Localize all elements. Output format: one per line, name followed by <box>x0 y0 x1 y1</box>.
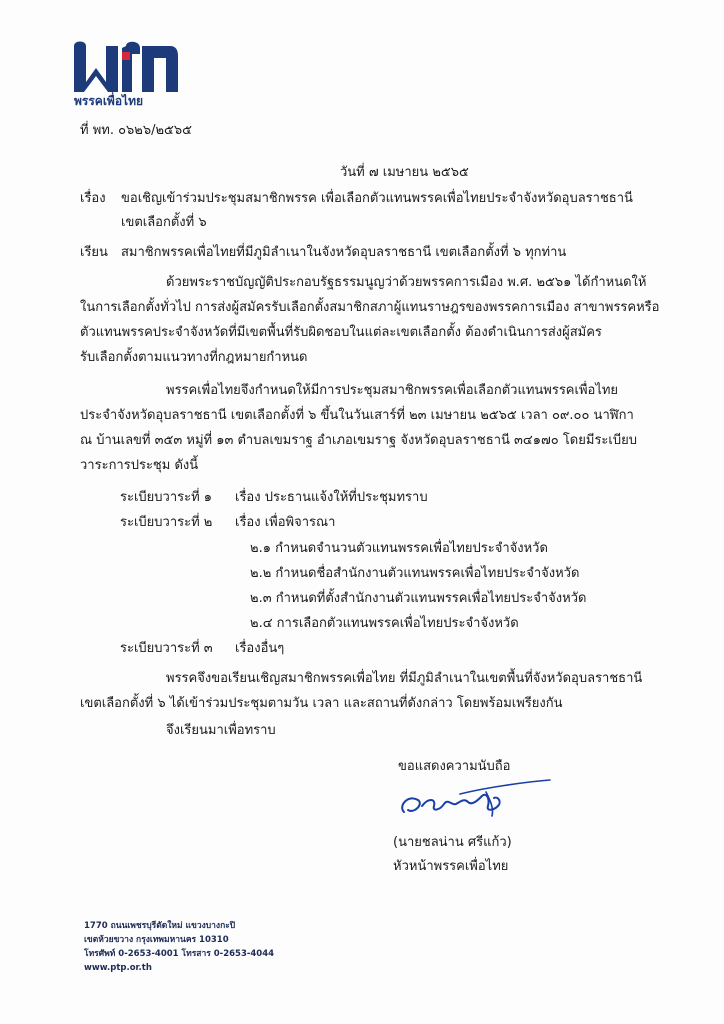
paragraph4: จึงเรียนมาเพื่อทราบ <box>166 723 276 738</box>
paragraph1-line4: รับเลือกตั้งตามแนวทางที่กฎหมายกำหนด <box>80 350 308 365</box>
recipient-label: เรียน <box>80 245 108 260</box>
agenda-item2-text: เรื่อง เพื่อพิจารณา <box>235 515 336 530</box>
paragraph1-line1: ด้วยพระราชบัญญัติประกอบรัฐธรรมนูญว่าด้วยพรรคการเมือง พ.ศ. ๒๕๖๑ ได้กำหนดให้ <box>166 275 647 290</box>
agenda-subitem-2-2: ๒.๒ กำหนดชื่อสำนักงานตัวแทนพรรคเพื่อไทยประจำจังหวัด <box>250 566 580 581</box>
subject-label: เรื่อง <box>80 191 106 206</box>
signer-name: (นายชลน่าน ศรีแก้ว) <box>393 835 512 850</box>
subject-text-line2: เขตเลือกตั้งที่ ๖ <box>121 215 207 230</box>
signature-icon <box>394 776 554 824</box>
footer-phone: โทรศัพท์ 0-2653-4001 โทรสาร 0-2653-4044 <box>84 949 275 959</box>
closing-text: ขอแสดงความนับถือ <box>398 759 511 774</box>
logo-mark-icon <box>70 38 180 96</box>
agenda-item1-label: ระเบียบวาระที่ ๑ <box>120 490 213 505</box>
signer-title: หัวหน้าพรรคเพื่อไทย <box>393 859 509 874</box>
paragraph1-line3: ตัวแทนพรรคประจำจังหวัดที่มีเขตพื้นที่รับผิดชอบในแต่ละเขตเลือกตั้ง ต้องดำเนินการส่งผู้สมัคร <box>80 325 602 340</box>
footer-address-line2: เขตห้วยขวาง กรุงเทพมหานคร 10310 <box>84 935 229 945</box>
subject-text-line1: ขอเชิญเข้าร่วมประชุมสมาชิกพรรค เพื่อเลือกตัวแทนพรรคเพื่อไทยประจำจังหวัดอุบลราชธานี <box>121 191 633 206</box>
recipient-text: สมาชิกพรรคเพื่อไทยที่มีภูมิลำเนาในจังหวัดอุบลราชธานี เขตเลือกตั้งที่ ๖ ทุกท่าน <box>121 245 567 260</box>
paragraph3-line1: พรรคจึงขอเรียนเชิญสมาชิกพรรคเพื่อไทย ที่มีภูมิลำเนาในเขตพื้นที่จังหวัดอุบลราชธานี <box>166 671 643 686</box>
paragraph2-line4: วาระการประชุม ดังนี้ <box>80 458 199 473</box>
agenda-item1-text: เรื่อง ประธานแจ้งให้ที่ประชุมทราบ <box>235 490 428 505</box>
paragraph2-line3: ณ บ้านเลขที่ ๓๕๓ หมู่ที่ ๑๓ ตำบลเขมราฐ อำเภอเขมราฐ จังหวัดอุบลราชธานี ๓๔๑๗๐ โดยมีระเบียบ <box>80 433 637 448</box>
agenda-subitem-2-4: ๒.๔ การเลือกตัวแทนพรรคเพื่อไทยประจำจังหวัด <box>250 616 519 631</box>
party-name-logo: พรรคเพื่อไทย <box>74 94 144 108</box>
paragraph3-line2: เขตเลือกตั้งที่ ๖ ได้เข้าร่วมประชุมตามวัน เวลา และสถานที่ดังกล่าว โดยพร้อมเพรียงกัน <box>80 696 563 711</box>
paragraph1-line2: ในการเลือกตั้งทั่วไป การส่งผู้สมัครรับเลือกตั้งสมาชิกสภาผู้แทนราษฎรของพรรคการเมือง สาขาพรรคหรือ <box>80 300 660 315</box>
agenda-subitem-2-1: ๒.๑ กำหนดจำนวนตัวแทนพรรคเพื่อไทยประจำจังหวัด <box>250 541 548 556</box>
letter-date: วันที่ ๗ เมษายน ๒๕๖๕ <box>340 165 469 180</box>
agenda-item3-text: เรื่องอื่นๆ <box>235 641 285 656</box>
agenda-subitem-2-3: ๒.๓ กำหนดที่ตั้งสำนักงานตัวแทนพรรคเพื่อไทยประจำจังหวัด <box>250 591 587 606</box>
document-number: ที่ พท. ๐๖๒๖/๒๕๖๕ <box>80 123 192 138</box>
agenda-item2-label: ระเบียบวาระที่ ๒ <box>120 515 213 530</box>
paragraph2-line2: ประจำจังหวัดอุบลราชธานี เขตเลือกตั้งที่ ๖ ขึ้นในวันเสาร์ที่ ๒๓ เมษายน ๒๕๖๕ เวลา ๐๙.๐๐ นาฬิกา <box>80 408 634 423</box>
agenda-item3-label: ระเบียบวาระที่ ๓ <box>120 641 213 656</box>
footer-website: www.ptp.or.th <box>84 963 152 973</box>
paragraph2-line1: พรรคเพื่อไทยจึงกำหนดให้มีการประชุมสมาชิกพรรคเพื่อเลือกตัวแทนพรรคเพื่อไทย <box>166 383 619 398</box>
footer-address-line1: 1770 ถนนเพชรบุรีตัดใหม่ แขวงบางกะปิ <box>84 921 236 931</box>
